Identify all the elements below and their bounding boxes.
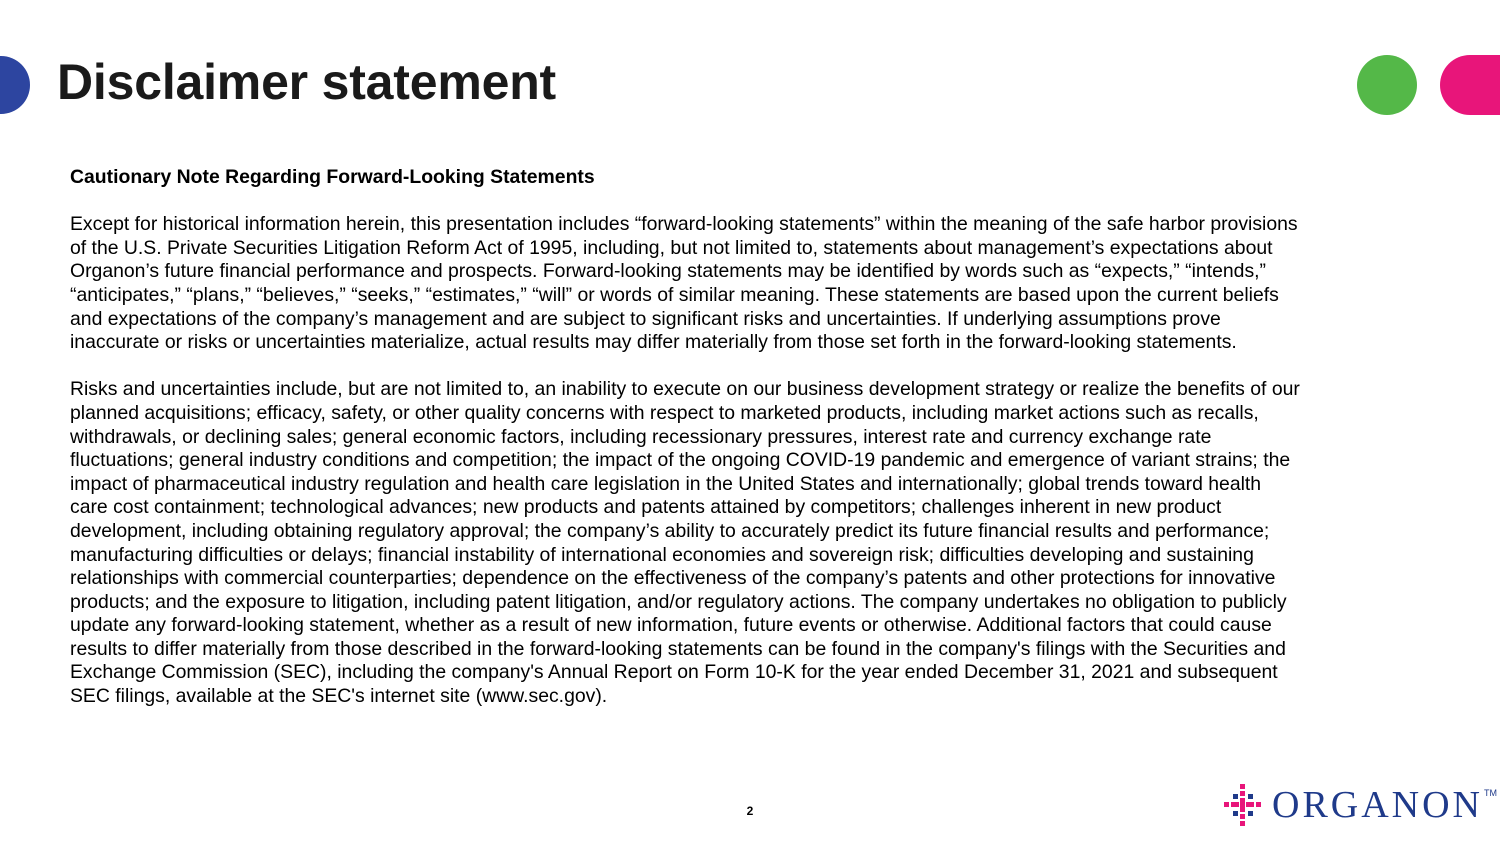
logo-wordmark: ORGANON <box>1272 784 1483 826</box>
page-title: Disclaimer statement <box>57 54 557 110</box>
green-accent-dot <box>1357 55 1417 115</box>
paragraph-risks: Risks and uncertainties include, but are not limited to, an inability to execute on our business development strategy or realize the benefits of our planned acquisitions; efficacy, safety, or other quality concerns with respect to marketed products, including market actions such as recalls, withdrawals, or declining sales; general economic factors, including recessionary pressures, interest rate and currency exchange rate fluctuations; general industry conditions and competition; the impact of the ongoing COVID-19 pandemic and emergence of variant strains; the impact of pharmaceutical industry regulation and health care legislation in the United States and internationally; global trends toward health care cost containment; technological advances; new products and patents attained by competitors; challenges inherent in new product development, including obtaining regulatory approval; the company’s ability to accurately predict its future financial results and performance; manufacturing difficulties or delays; financial instability of international economies and sovereign risk; difficulties developing and sustaining relationships with commercial counterparties; dependence on the effectiveness of the company’s patents and other protections for innovative products; and the exposure to litigation, including patent litigation, and/or regulatory actions. The company undertakes no obligation to publicly update any forward-looking statement, whether as a result of new information, future events or otherwise. Additional factors that could cause results to differ materially from those described in the forward-looking statements can be found in the company's filings with the Securities and Exchange Commission (SEC), including the company's Annual Report on Form 10-K for the year ended December 31, 2021 and subsequent SEC filings, available at the SEC's internet site (www.sec.gov). <box>70 378 1300 708</box>
paragraph-forward-looking: Except for historical information herein, this presentation includes “forward-looking statements” within the meaning of the safe harbor provisions of the U.S. Private Securities Litigation Reform Act of 1995, including, but not limited to, statements about management’s expectations about Organon’s future financial performance and prospects. Forward-looking statements may be identified by words such as “expects,” “intends,” “anticipates,” “plans,” “believes,” “seeks,” “estimates,” “will” or words of similar meaning. These statements are based upon the current beliefs and expectations of the company’s management and are subject to significant risks and uncertainties. If underlying assumptions prove inaccurate or risks or uncertainties materialize, actual results may differ materially from those set forth in the forward-looking statements. <box>70 213 1298 354</box>
organon-logo <box>1222 780 1497 830</box>
logo-trademark: TM <box>1484 788 1497 798</box>
section-heading: Cautionary Note Regarding Forward-Looking Statements <box>70 166 595 188</box>
pink-accent-pill <box>1440 55 1500 115</box>
disclaimer-body <box>70 166 1465 732</box>
left-accent-marker <box>0 56 30 114</box>
organon-logo-icon <box>1222 782 1266 828</box>
page-number: 2 <box>746 804 754 818</box>
